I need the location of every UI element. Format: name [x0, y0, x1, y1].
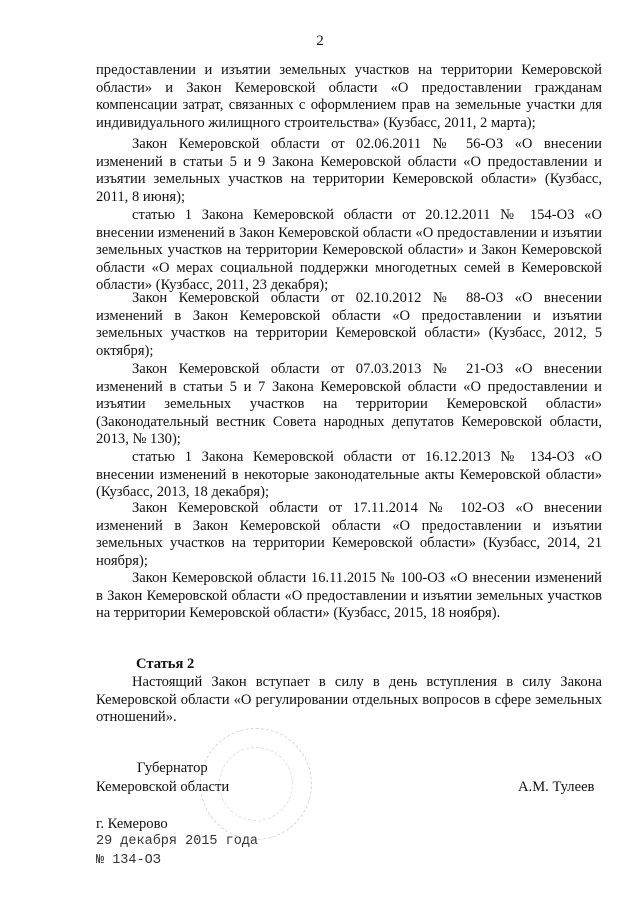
paragraph-law-88: Закон Кемеровской области от 02.10.2012 № 88-ОЗ «О внесении изменений в Закон Кемеровской области «О предоставлении и изъятии земельных участков на территории Кемеровской области» (Кузбасс, 2012, 5 октября);: [96, 290, 602, 359]
page-number: 2: [316, 33, 324, 49]
footer-date: 29 декабря 2015 года: [96, 834, 259, 849]
paragraph-law-102: Закон Кемеровской области от 17.11.2014 № 102-ОЗ «О внесении изменений в Закон Кемеровской области «О предоставлении и изъятии земельных участков на территории Кемеровской области» (Кузбасс, 2014, 21 ноября);: [96, 500, 602, 569]
paragraph-law-21: Закон Кемеровской области от 07.03.2013 № 21-ОЗ «О внесении изменений в статьи 5 и 7 Закона Кемеровской области «О предоставлении и изъятии земельных участков на территории Кемеровской области» (Законодательный вестник Совета народных депутатов Кемеровской области, 2013, № 130);: [96, 361, 602, 448]
signature-position-region: Кемеровской области: [96, 779, 230, 795]
article-text: Настоящий Закон вступает в силу в день вступления в силу Закона Кемеровской области «О регулировании отдельных вопросов в сфере земельных отношений».: [96, 674, 602, 726]
footer-city: г. Кемерово: [96, 816, 168, 832]
article-heading: Статья 2: [136, 656, 195, 672]
paragraph-law-154: статью 1 Закона Кемеровской области от 20.12.2011 № 154-ОЗ «О внесении изменений в Закон Кемеровской области «О предоставлении и изъятии земельных участков на территории Кемеровской области» и Закон Кемеровской области «О мерах социальной поддержки многодетных семей в Кемеровской области» (Кузбасс, 2011, 23 декабря);: [96, 207, 602, 294]
paragraph-law-100: Закон Кемеровской области 16.11.2015 № 100-ОЗ «О внесении изменений в Закон Кемеровской области «О предоставлении и изъятии земельных участков на территории Кемеровской области» (Кузбасс, 2015, 18 ноября).: [96, 570, 602, 622]
paragraph-law-56: Закон Кемеровской области от 02.06.2011 № 56-ОЗ «О внесении изменений в статьи 5 и 9 Закона Кемеровской области «О предоставлении и изъятии земельных участков на территории Кемеровской области» (Кузбасс, 2011, 8 июня);: [96, 136, 602, 205]
paragraph-law-134: статью 1 Закона Кемеровской области от 16.12.2013 № 134-ОЗ «О внесении изменений в некоторые законодательные акты Кемеровской области» (Кузбасс, 2013, 18 декабря);: [96, 449, 602, 501]
paragraph-continuation: предоставлении и изъятии земельных участков на территории Кемеровской области» и Закон Кемеровской области «О предоставлении гражданам компенсации затрат, связанных с оформлением прав на земельные участки для индивидуального жилищного строительства» (Кузбасс, 2011, 2 марта);: [96, 62, 602, 131]
signature-name: А.М. Тулеев: [518, 779, 595, 795]
signature-position-title: Губернатор: [137, 760, 208, 776]
footer-number: № 134-ОЗ: [96, 853, 161, 868]
